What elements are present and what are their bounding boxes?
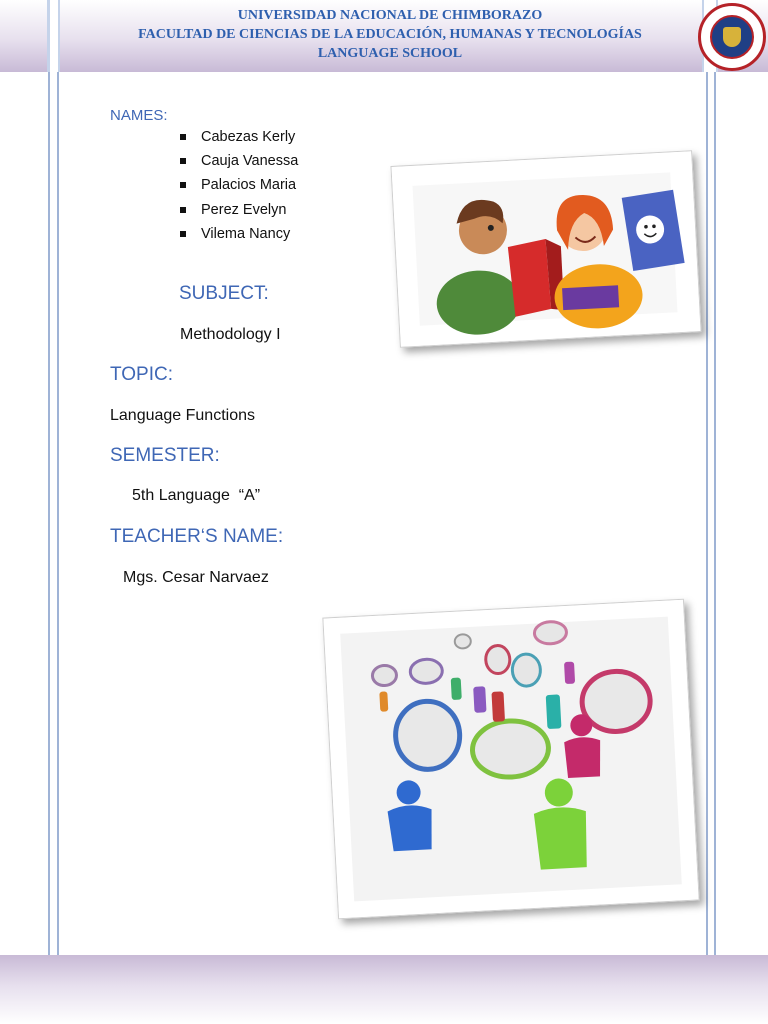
- list-item: Perez Evelyn: [178, 199, 298, 223]
- top-band-left: [0, 0, 50, 72]
- subject-label: SUBJECT:: [179, 283, 269, 304]
- document-header: [60, 6, 720, 63]
- reading-students-drawing: [391, 151, 700, 346]
- right-border-line: [706, 72, 708, 955]
- reading-students-illustration: [390, 150, 701, 348]
- topic-value: Language Functions: [110, 407, 255, 424]
- school-name: LANGUAGE SCHOOL: [317, 46, 463, 61]
- semester-label: SEMESTER:: [110, 445, 220, 466]
- names-list: [178, 126, 298, 247]
- university-seal-icon: [698, 3, 766, 71]
- topic-label: TOPIC:: [110, 364, 173, 385]
- right-border-line: [714, 72, 716, 955]
- names-label: NAMES:: [110, 107, 168, 124]
- left-border-line: [48, 72, 50, 955]
- seal-center: [710, 15, 754, 59]
- faculty-name: FACULTAD DE CIENCIAS DE LA EDUCACIÓN, HUMANAS Y TECNOLOGÍAS: [138, 27, 642, 42]
- list-item: Cauja Vanessa: [178, 150, 298, 174]
- bottom-band: [0, 955, 768, 1024]
- teacher-value: Mgs. Cesar Narvaez: [123, 569, 269, 586]
- subject-value: Methodology I: [180, 326, 281, 343]
- semester-value: 5th Language “A”: [132, 487, 261, 504]
- left-border-line: [57, 72, 59, 955]
- university-name: UNIVERSIDAD NACIONAL DE CHIMBORAZO: [237, 8, 543, 23]
- list-item: Cabezas Kerly: [178, 126, 298, 150]
- seal-shield-icon: [723, 27, 741, 47]
- teacher-label: TEACHER‘S NAME:: [110, 526, 284, 547]
- list-item: Vilema Nancy: [178, 223, 298, 247]
- speech-bubbles-drawing: [323, 600, 698, 918]
- speech-bubbles-people-illustration: [322, 599, 699, 920]
- list-item: Palacios Maria: [178, 174, 298, 198]
